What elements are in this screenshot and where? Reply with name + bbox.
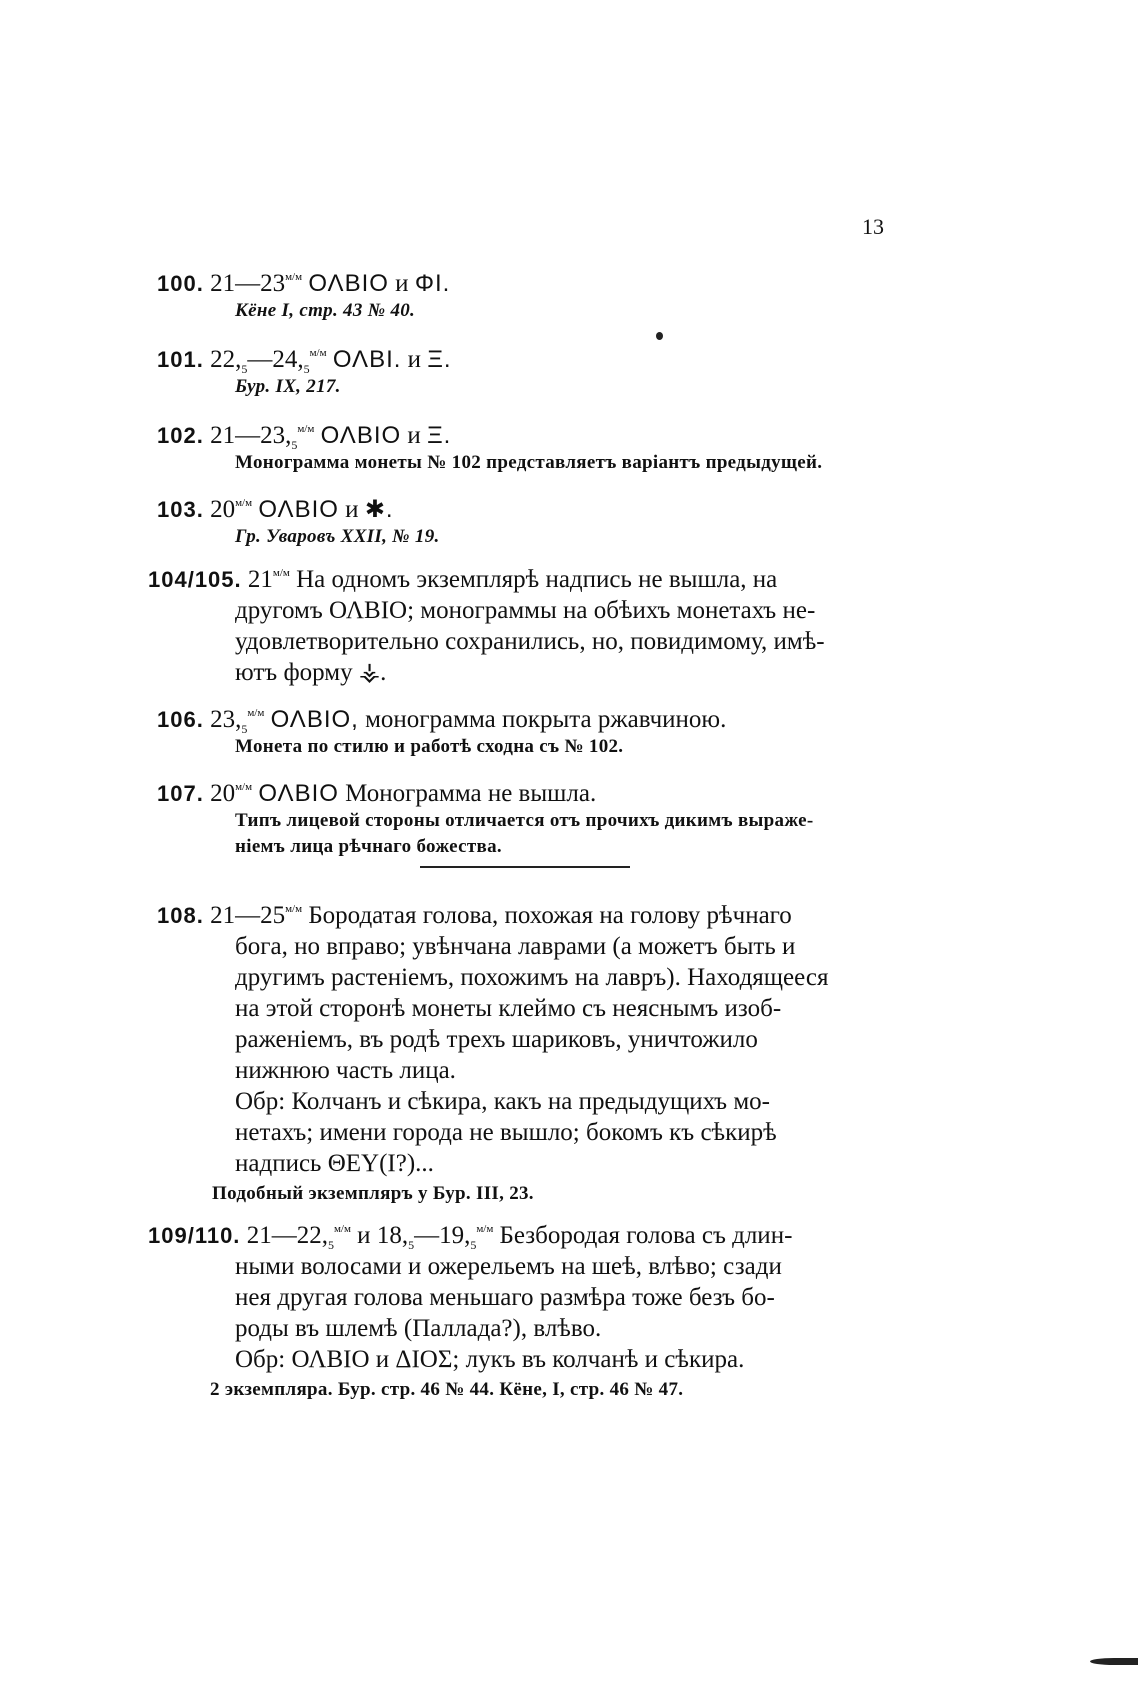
- greek-legend: ΟΛΒΙΟ,: [270, 706, 359, 733]
- mm-unit: м/м: [285, 270, 303, 283]
- description-line: другомъ ΟΛΒΙΟ; монограммы на обѣихъ монетахъ не-: [235, 597, 816, 624]
- entry-101: [157, 344, 452, 376]
- mm-unit: м/м: [333, 1222, 351, 1235]
- greek-legend: ΟΛΒΙΟ: [258, 780, 339, 807]
- entry-number: 108.: [157, 903, 204, 928]
- size-fraction: 5: [303, 362, 310, 376]
- mm-unit: м/м: [247, 706, 265, 719]
- description-line: ными волосами и ожерельемъ на шеѣ, влѣво; сзади: [235, 1253, 782, 1280]
- entry-102: [157, 420, 451, 452]
- size-fraction: 5: [291, 438, 298, 452]
- size-fraction: 5: [327, 1238, 334, 1252]
- description-line: на этой сторонѣ монеты клеймо съ неяснымъ изоб-: [235, 995, 782, 1022]
- entry-number: 103.: [157, 497, 204, 522]
- description-line: другимъ растеніемъ, похожимъ на лавръ). Находящееся: [235, 964, 829, 991]
- size-fraction: 5: [470, 1238, 477, 1252]
- section-divider: [420, 866, 630, 868]
- entry-109-110: [148, 1220, 792, 1252]
- conjunction: и: [407, 346, 422, 373]
- coin-size: 18,: [376, 1222, 409, 1249]
- coin-size: 23,: [210, 706, 242, 733]
- mm-unit: м/м: [272, 566, 290, 579]
- mm-unit: м/м: [235, 780, 253, 793]
- coin-size: 20: [210, 496, 236, 523]
- entry-number: 102.: [157, 423, 204, 448]
- conjunction: и: [407, 422, 421, 449]
- entry-107-note: ніемъ лица рѣчнаго божества.: [235, 836, 502, 857]
- entry-number: 106.: [157, 707, 204, 732]
- mm-unit: м/м: [285, 902, 303, 915]
- conjunction: и: [395, 270, 409, 297]
- description-line: удовлетворительно сохранились, но, повидимому, имѣ-: [235, 628, 825, 655]
- entry-103: [157, 494, 394, 526]
- description-line: нижнюю часть лица.: [235, 1057, 456, 1084]
- monogram: ✱.: [364, 496, 394, 523]
- coin-size-range: —24,: [247, 346, 304, 373]
- description-line: раженіемъ, въ родѣ трехъ шариковъ, уничтожило: [235, 1026, 758, 1053]
- entry-number: 109/110.: [148, 1223, 241, 1248]
- coin-size: 21—23,: [210, 422, 292, 449]
- greek-legend: ΟΛΒΙ.: [332, 346, 402, 373]
- monogram: Ξ.: [427, 346, 452, 373]
- size-fraction: 5: [408, 1238, 415, 1252]
- monogram: Ξ.: [427, 422, 452, 449]
- coin-size: 22,: [210, 346, 242, 373]
- entry-108: [157, 900, 792, 932]
- entry-number: 104/105.: [148, 567, 242, 592]
- mm-unit: м/м: [235, 496, 253, 509]
- monogram: ΦΙ.: [414, 270, 451, 297]
- mm-unit: м/м: [309, 346, 327, 359]
- description-line: Безбородая голова съ длин-: [499, 1222, 793, 1249]
- description-line: монограмма покрыта ржавчиною.: [365, 706, 727, 733]
- coin-size: 21—22,: [246, 1222, 328, 1249]
- conjunction: и: [357, 1222, 371, 1249]
- greek-legend: ΟΛΒΙΟ: [308, 270, 389, 297]
- ink-dot: [656, 332, 663, 340]
- mm-unit: м/м: [297, 422, 315, 435]
- reverse-description-line: Обр: ΟΛΒΙΟ и ΔΙΟΣ; лукъ въ колчанѣ и сѣкира.: [235, 1346, 745, 1373]
- entry-number: 101.: [157, 347, 204, 372]
- entry-100: [157, 268, 450, 300]
- size-fraction: 5: [241, 362, 248, 376]
- coin-size: 21: [247, 566, 273, 593]
- reverse-description-line: Обр: Колчанъ и сѣкира, какъ на предыдущихъ мо-: [235, 1088, 770, 1115]
- coin-size-range: —19,: [414, 1222, 471, 1249]
- page-number: 13: [862, 214, 884, 239]
- entry-107-note: Типъ лицевой стороны отличается отъ прочихъ дикимъ выраже-: [235, 810, 814, 831]
- description-line: надпись ΘΕΥ(Ι?)...: [235, 1150, 434, 1177]
- entry-106: [157, 704, 726, 736]
- entry-109-ref: 2 экземпляра. Бур. стр. 46 № 44. Кёне, I, стр. 46 № 47.: [210, 1379, 684, 1400]
- coin-size: 21—25: [210, 902, 286, 929]
- ink-smudge: [1090, 1658, 1138, 1665]
- description-line: На одномъ экземплярѣ надпись не вышла, на: [296, 566, 778, 593]
- greek-legend: ΟΛΒΙΟ: [320, 422, 402, 449]
- entry-108-ref: Подобный экземпляръ у Бур. III, 23.: [212, 1183, 534, 1204]
- entry-number: 107.: [157, 781, 204, 806]
- entry-101-ref: Бур. IX, 217.: [235, 376, 341, 397]
- conjunction: и: [345, 496, 359, 523]
- entry-107: [157, 778, 596, 810]
- entry-100-ref: Кёне I, стр. 43 № 40.: [235, 300, 416, 321]
- description-line: нея другая голова меньшаго размѣра тоже безъ бо-: [235, 1284, 775, 1311]
- description-line: бога, но вправо; увѣнчана лаврами (а можетъ быть и: [235, 933, 796, 960]
- entry-102-note: Монограмма монеты № 102 представляетъ варіантъ предыдущей.: [235, 452, 823, 473]
- entry-104-105: [148, 564, 777, 596]
- description-line: нетахъ; имени города не вышло; бокомъ къ сѣкирѣ: [235, 1119, 777, 1146]
- description-line: роды въ шлемѣ (Паллада?), влѣво.: [235, 1315, 602, 1342]
- description-line: Монограмма не вышла.: [345, 780, 597, 807]
- entry-103-ref: Гр. Уваровъ XXII, № 19.: [235, 526, 440, 547]
- coin-size: 20: [210, 780, 236, 807]
- description-line: Бородатая голова, похожая на голову рѣчнаго: [308, 902, 792, 929]
- entry-106-note: Монета по стилю и работѣ сходна съ № 102.: [235, 736, 624, 757]
- greek-legend: ΟΛΒΙΟ: [258, 496, 339, 523]
- mm-unit: м/м: [476, 1222, 494, 1235]
- size-fraction: 5: [241, 722, 248, 736]
- entry-number: 100.: [157, 271, 204, 296]
- coin-size: 21—23: [210, 270, 286, 297]
- description-line: ютъ форму ⚶.: [235, 659, 387, 686]
